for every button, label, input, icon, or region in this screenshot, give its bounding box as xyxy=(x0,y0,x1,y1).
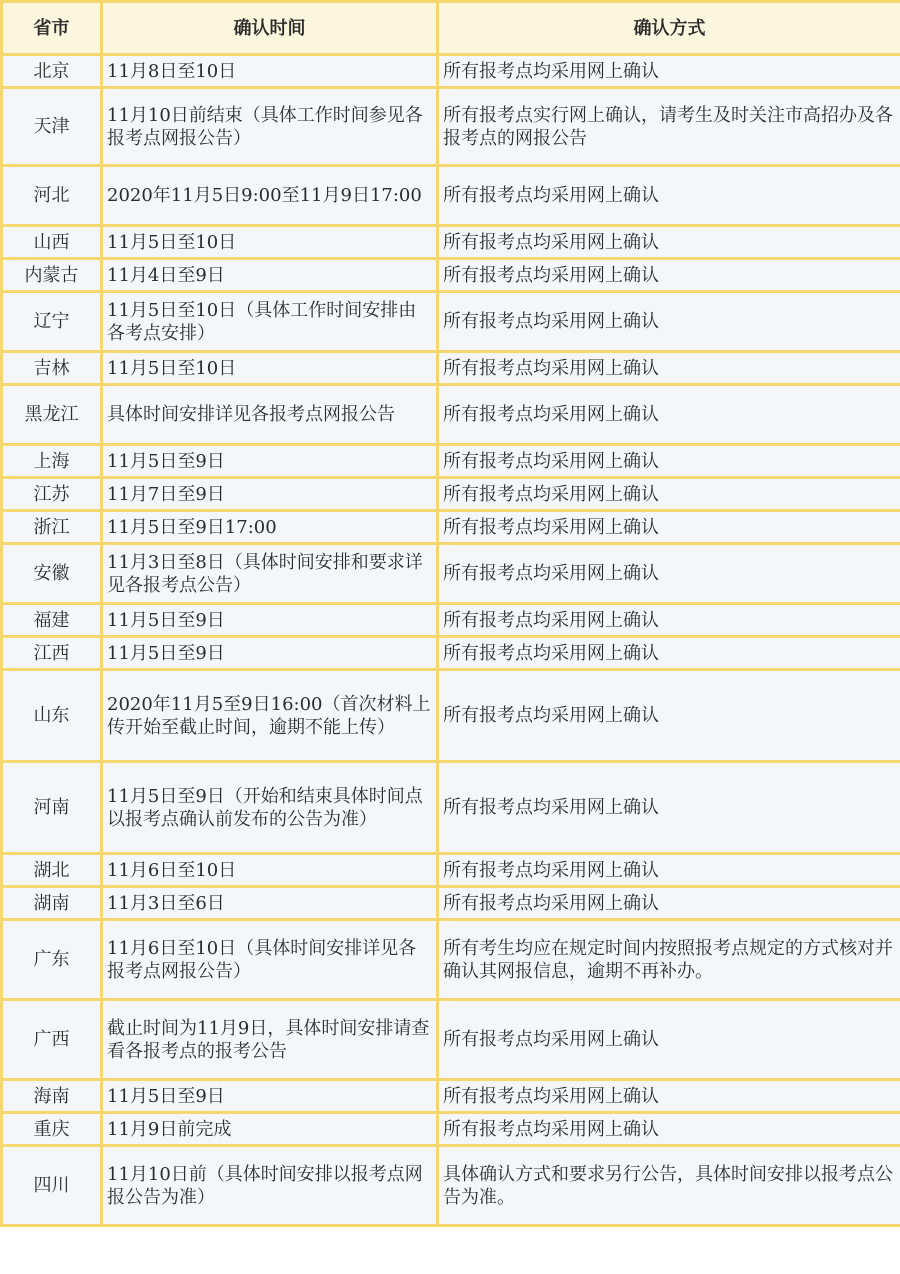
method-cell: 所有报考点均采用网上确认 xyxy=(438,762,900,854)
table-row xyxy=(2,854,900,887)
table-row xyxy=(2,88,900,166)
method-cell: 所有报考点均采用网上确认 xyxy=(438,55,900,88)
table-row xyxy=(2,1080,900,1113)
time-cell: 11月5日至9日 xyxy=(102,604,438,637)
table-row xyxy=(2,511,900,544)
time-cell: 11月5日至9日 xyxy=(102,1080,438,1113)
province-cell: 重庆 xyxy=(2,1113,102,1146)
province-cell: 天津 xyxy=(2,88,102,166)
header-time: 确认时间 xyxy=(102,2,438,55)
time-cell: 11月5日至10日 xyxy=(102,226,438,259)
table-row xyxy=(2,226,900,259)
time-cell: 11月5日至9日 xyxy=(102,637,438,670)
method-cell: 所有报考点实行网上确认，请考生及时关注市高招办及各报考点的网报公告 xyxy=(438,88,900,166)
time-cell: 11月3日至8日（具体时间安排和要求详见各报考点公告） xyxy=(102,544,438,604)
province-cell: 河北 xyxy=(2,166,102,226)
header-province: 省市 xyxy=(2,2,102,55)
time-cell: 11月5日至9日17:00 xyxy=(102,511,438,544)
table-row xyxy=(2,604,900,637)
table-row xyxy=(2,166,900,226)
method-cell: 所有报考点均采用网上确认 xyxy=(438,854,900,887)
table-row xyxy=(2,445,900,478)
province-cell: 福建 xyxy=(2,604,102,637)
method-cell: 所有报考点均采用网上确认 xyxy=(438,637,900,670)
method-cell: 所有报考点均采用网上确认 xyxy=(438,604,900,637)
province-cell: 江西 xyxy=(2,637,102,670)
header-method: 确认方式 xyxy=(438,2,900,55)
method-cell: 所有报考点均采用网上确认 xyxy=(438,385,900,445)
province-cell: 河南 xyxy=(2,762,102,854)
table-row xyxy=(2,55,900,88)
province-cell: 浙江 xyxy=(2,511,102,544)
province-cell: 湖北 xyxy=(2,854,102,887)
table-row xyxy=(2,1146,900,1226)
method-cell: 所有报考点均采用网上确认 xyxy=(438,887,900,920)
table-row xyxy=(2,292,900,352)
province-cell: 湖南 xyxy=(2,887,102,920)
method-cell: 所有报考点均采用网上确认 xyxy=(438,478,900,511)
method-cell: 所有考生均应在规定时间内按照报考点规定的方式核对并确认其网报信息，逾期不再补办。 xyxy=(438,920,900,1000)
table-row xyxy=(2,1000,900,1080)
method-cell: 所有报考点均采用网上确认 xyxy=(438,1080,900,1113)
table-row xyxy=(2,762,900,854)
province-cell: 山东 xyxy=(2,670,102,762)
method-cell: 所有报考点均采用网上确认 xyxy=(438,226,900,259)
table-row xyxy=(2,920,900,1000)
method-cell: 所有报考点均采用网上确认 xyxy=(438,292,900,352)
province-cell: 北京 xyxy=(2,55,102,88)
table-row xyxy=(2,1113,900,1146)
time-cell: 11月5日至10日 xyxy=(102,352,438,385)
table-row xyxy=(2,887,900,920)
province-cell: 吉林 xyxy=(2,352,102,385)
method-cell: 所有报考点均采用网上确认 xyxy=(438,445,900,478)
method-cell: 所有报考点均采用网上确认 xyxy=(438,511,900,544)
province-cell: 四川 xyxy=(2,1146,102,1226)
province-cell: 内蒙古 xyxy=(2,259,102,292)
table-row xyxy=(2,385,900,445)
table-row xyxy=(2,544,900,604)
method-cell: 所有报考点均采用网上确认 xyxy=(438,1000,900,1080)
time-cell: 11月8日至10日 xyxy=(102,55,438,88)
province-cell: 海南 xyxy=(2,1080,102,1113)
time-cell: 11月6日至10日 xyxy=(102,854,438,887)
time-cell: 11月10日前（具体时间安排以报考点网报公告为准） xyxy=(102,1146,438,1226)
time-cell: 2020年11月5至9日16:00（首次材料上传开始至截止时间，逾期不能上传） xyxy=(102,670,438,762)
method-cell: 所有报考点均采用网上确认 xyxy=(438,544,900,604)
province-cell: 广西 xyxy=(2,1000,102,1080)
method-cell: 具体确认方式和要求另行公告，具体时间安排以报考点公告为准。 xyxy=(438,1146,900,1226)
time-cell: 11月3日至6日 xyxy=(102,887,438,920)
table-body xyxy=(2,55,900,1226)
time-cell: 截止时间为11月9日，具体时间安排请查看各报考点的报考公告 xyxy=(102,1000,438,1080)
province-cell: 安徽 xyxy=(2,544,102,604)
province-cell: 辽宁 xyxy=(2,292,102,352)
time-cell: 11月10日前结束（具体工作时间参见各报考点网报公告） xyxy=(102,88,438,166)
table-row xyxy=(2,259,900,292)
time-cell: 2020年11月5日9:00至11月9日17:00 xyxy=(102,166,438,226)
time-cell: 11月6日至10日（具体时间安排详见各报考点网报公告） xyxy=(102,920,438,1000)
method-cell: 所有报考点均采用网上确认 xyxy=(438,259,900,292)
table-row xyxy=(2,670,900,762)
method-cell: 所有报考点均采用网上确认 xyxy=(438,352,900,385)
province-cell: 上海 xyxy=(2,445,102,478)
time-cell: 11月5日至9日（开始和结束具体时间点以报考点确认前发布的公告为准） xyxy=(102,762,438,854)
table-row xyxy=(2,478,900,511)
table-row xyxy=(2,352,900,385)
province-cell: 广东 xyxy=(2,920,102,1000)
method-cell: 所有报考点均采用网上确认 xyxy=(438,1113,900,1146)
time-cell: 11月5日至9日 xyxy=(102,445,438,478)
time-cell: 11月7日至9日 xyxy=(102,478,438,511)
province-cell: 黑龙江 xyxy=(2,385,102,445)
table-row xyxy=(2,637,900,670)
time-cell: 11月4日至9日 xyxy=(102,259,438,292)
time-cell: 11月5日至10日（具体工作时间安排由各考点安排） xyxy=(102,292,438,352)
time-cell: 11月9日前完成 xyxy=(102,1113,438,1146)
method-cell: 所有报考点均采用网上确认 xyxy=(438,670,900,762)
header-row xyxy=(2,2,900,55)
province-cell: 山西 xyxy=(2,226,102,259)
time-cell: 具体时间安排详见各报考点网报公告 xyxy=(102,385,438,445)
method-cell: 所有报考点均采用网上确认 xyxy=(438,166,900,226)
province-cell: 江苏 xyxy=(2,478,102,511)
